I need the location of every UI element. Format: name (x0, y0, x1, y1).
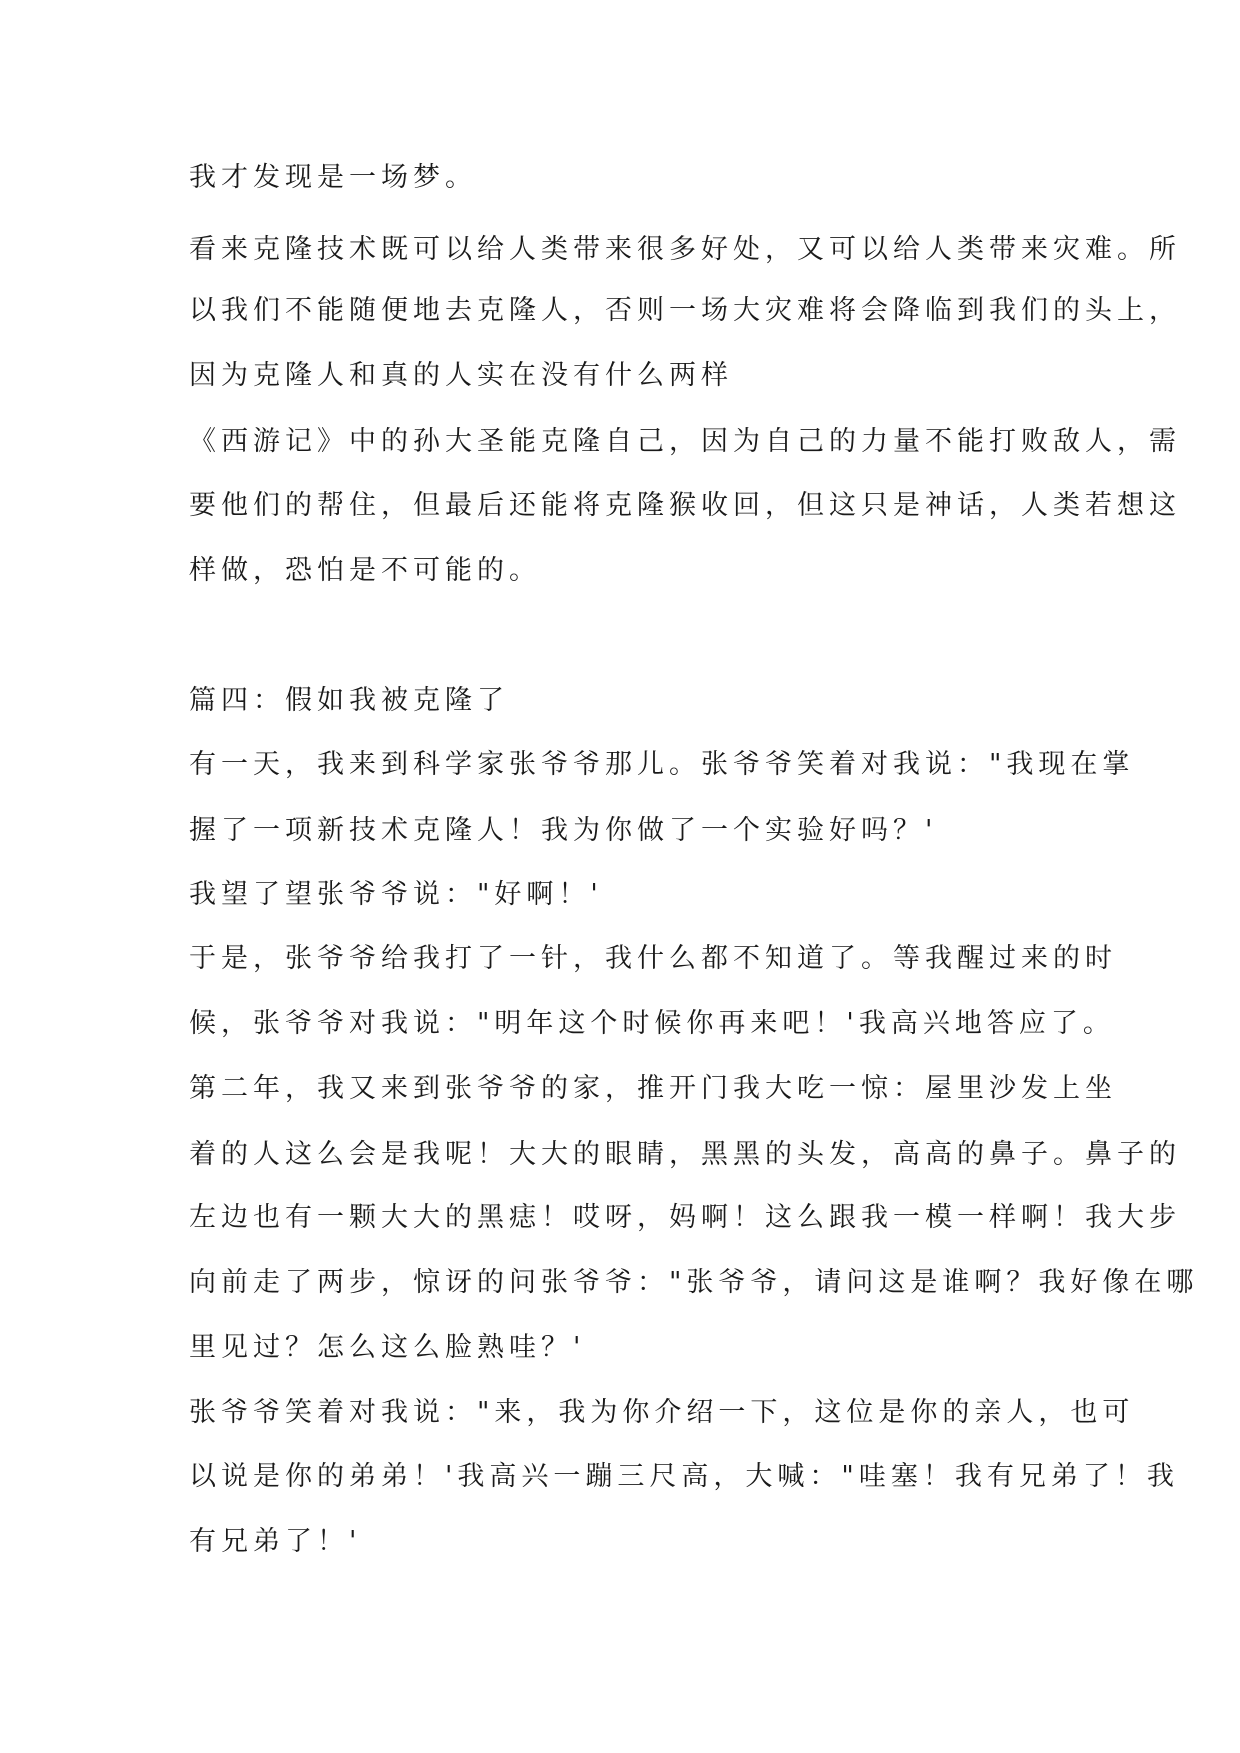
text-line: 左边也有一颗大大的黑痣！哎呀，妈啊！这么跟我一模一样啊！我大步 (189, 1202, 1181, 1233)
text-line: 《西游记》中的孙大圣能克隆自己，因为自己的力量不能打败敌人，需 (189, 426, 1181, 457)
text-line: 候，张爷爷对我说："明年这个时候你再来吧！'我高兴地答应了。 (189, 1008, 1115, 1039)
text-line: 张爷爷笑着对我说："来，我为你介绍一下，这位是你的亲人，也可 (189, 1397, 1135, 1428)
text-line: 着的人这么会是我呢！大大的眼睛，黑黑的头发，高高的鼻子。鼻子的 (189, 1139, 1181, 1170)
text-line: 第二年，我又来到张爷爷的家，推开门我大吃一惊：屋里沙发上坐 (189, 1073, 1117, 1104)
text-line: 有兄弟了！' (189, 1526, 362, 1557)
text-line: 我望了望张爷爷说："好啊！' (189, 879, 603, 910)
text-line: 看来克隆技术既可以给人类带来很多好处，又可以给人类带来灾难。所 (189, 234, 1181, 265)
text-line: 因为克隆人和真的人实在没有什么两样 (189, 360, 733, 391)
section-heading: 篇四：假如我被克隆了 (189, 685, 509, 716)
text-line: 里见过？怎么这么脸熟哇？' (189, 1332, 586, 1363)
text-line: 有一天，我来到科学家张爷爷那儿。张爷爷笑着对我说："我现在掌 (189, 749, 1135, 780)
text-line: 于是，张爷爷给我打了一针，我什么都不知道了。等我醒过来的时 (189, 943, 1117, 974)
text-line: 以说是你的弟弟！'我高兴一蹦三尺高，大喊："哇塞！我有兄弟了！我 (189, 1461, 1179, 1492)
text-line: 握了一项新技术克隆人！我为你做了一个实验好吗？' (189, 815, 938, 846)
text-line: 以我们不能随便地去克隆人，否则一场大灾难将会降临到我们的头上， (189, 295, 1181, 326)
text-line: 向前走了两步，惊讶的问张爷爷："张爷爷，请问这是谁啊？我好像在哪 (189, 1267, 1199, 1298)
text-line: 要他们的帮住，但最后还能将克隆猴收回，但这只是神话，人类若想这 (189, 490, 1181, 521)
text-line: 我才发现是一场梦。 (189, 162, 477, 193)
text-line: 样做，恐怕是不可能的。 (189, 555, 541, 586)
